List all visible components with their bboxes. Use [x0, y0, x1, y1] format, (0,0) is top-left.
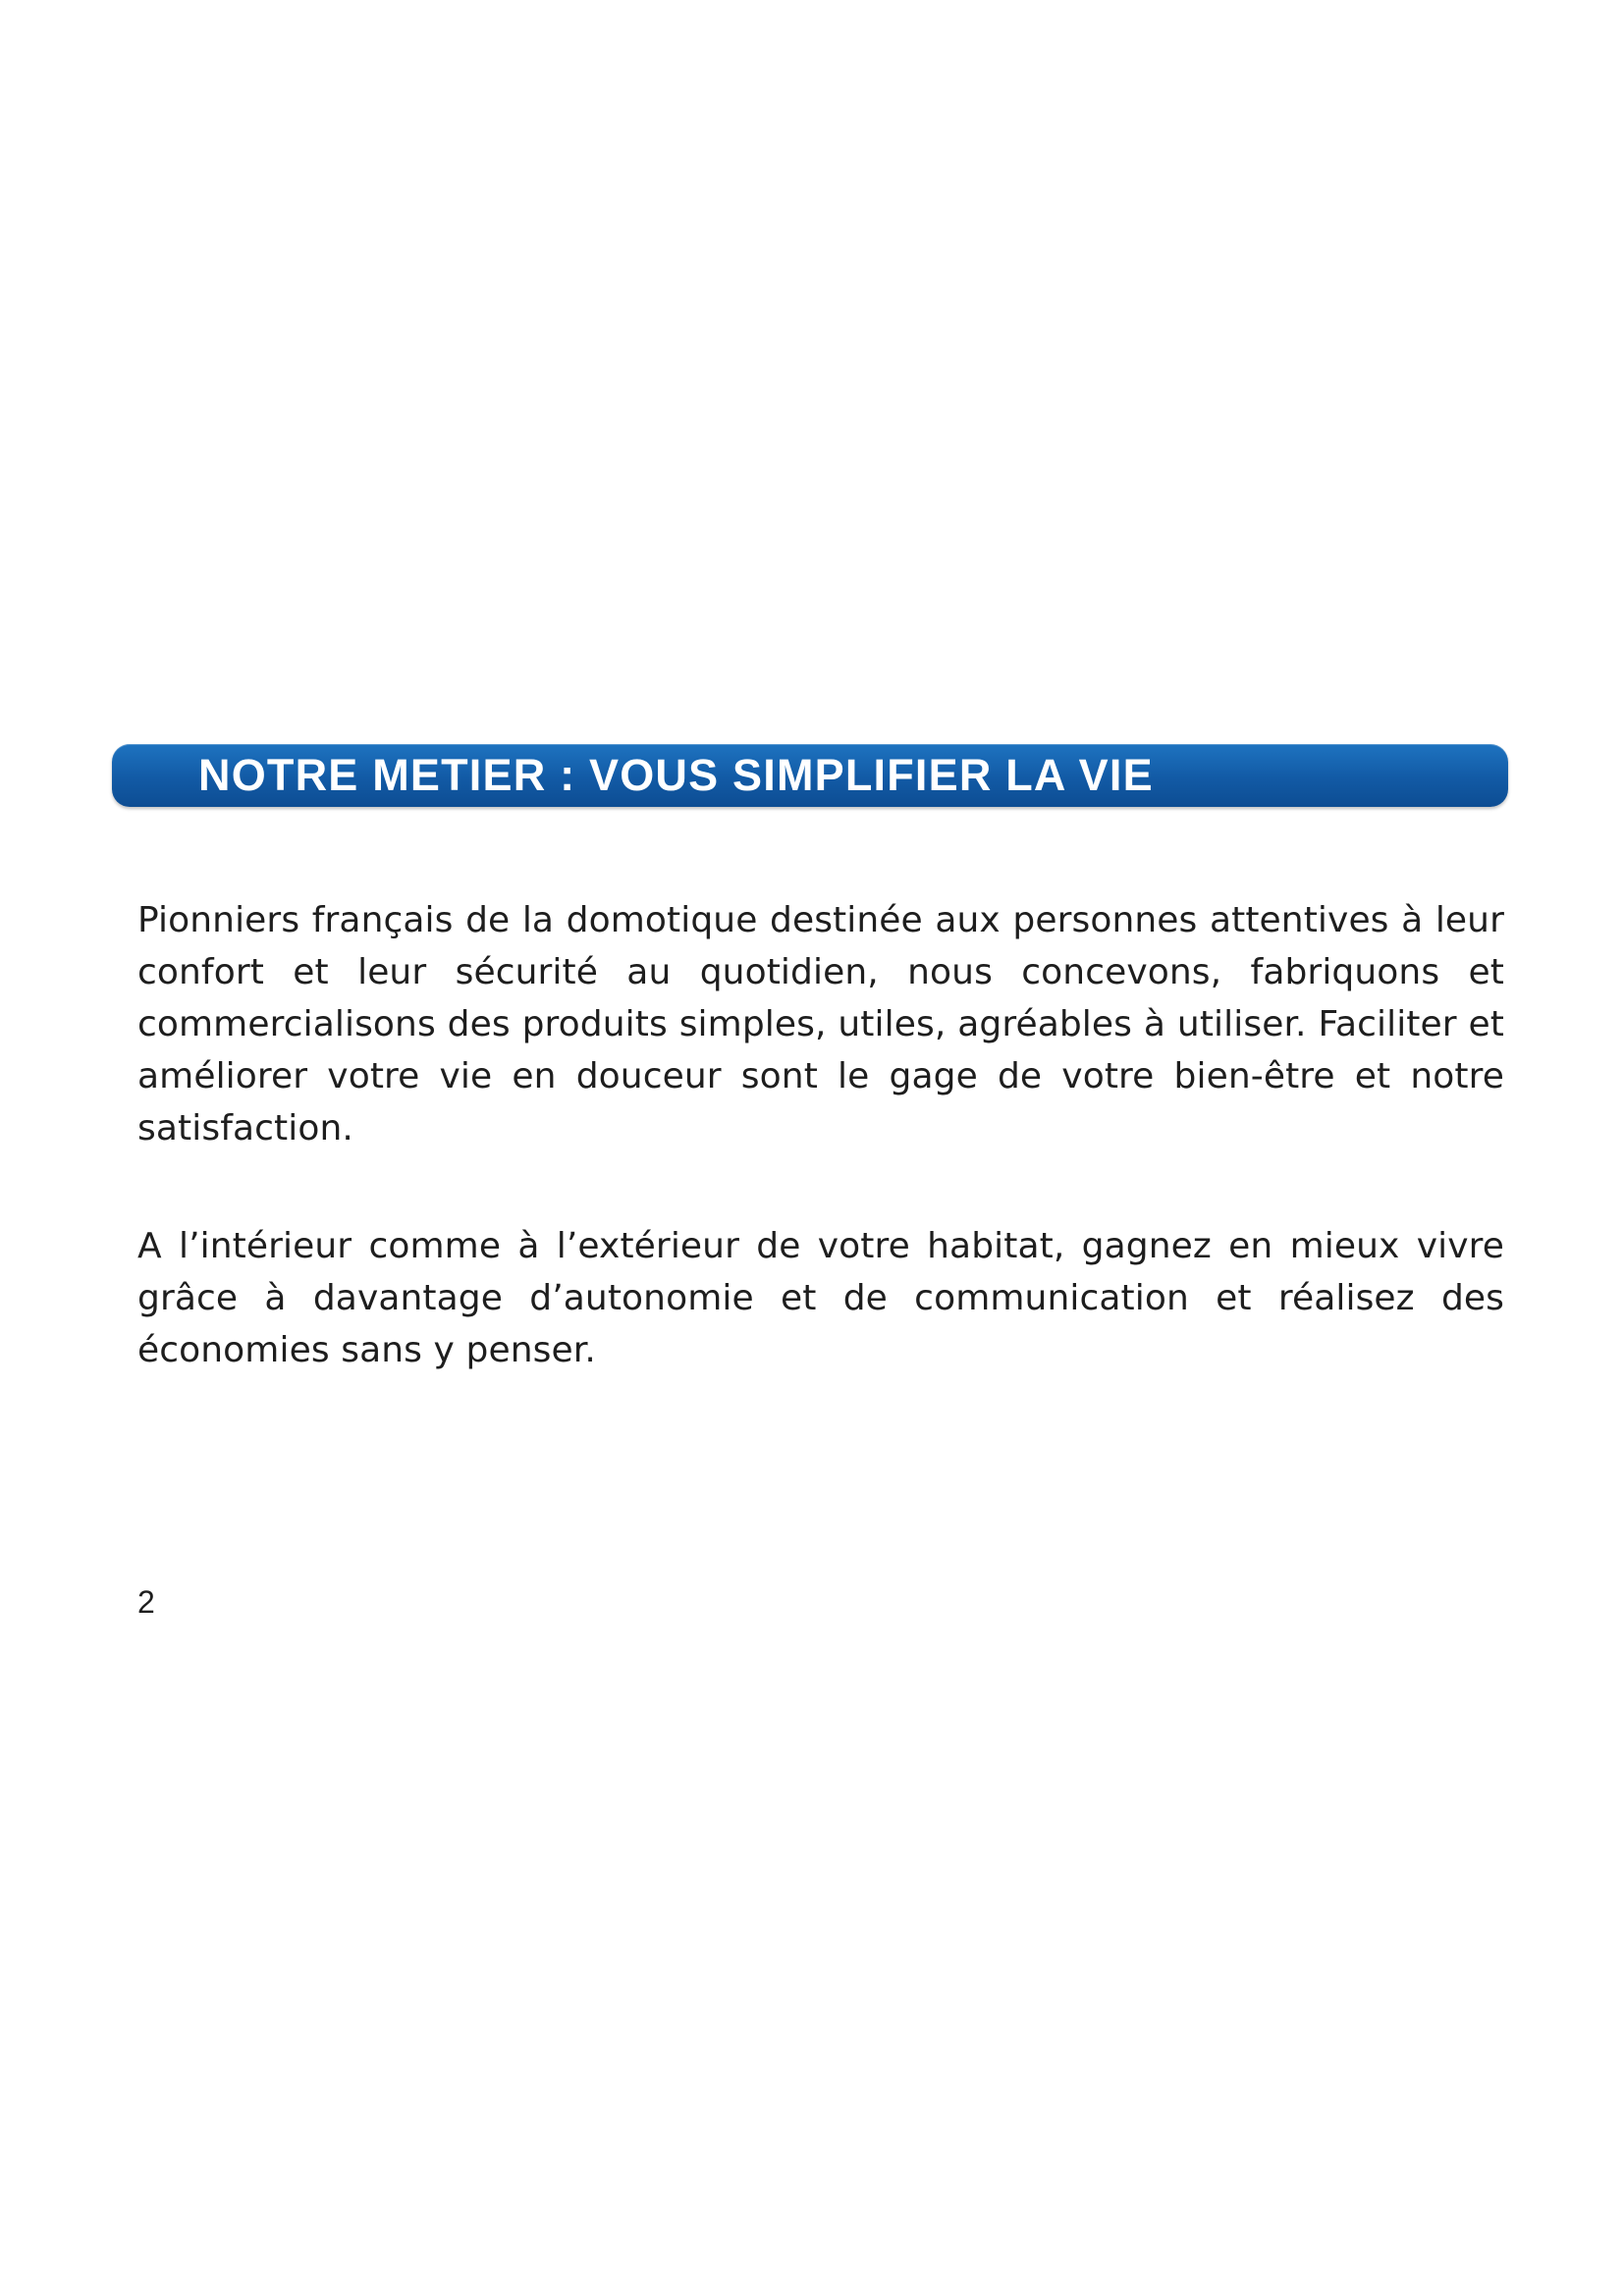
section-title-banner: [112, 744, 1508, 807]
benefits-paragraph: A l’intérieur comme à l’extérieur de votre habitat, gagnez en mieux vivre grâce à davantage d’autonomie et de communication et réalisez des économies sans y penser.: [137, 1226, 1504, 1370]
section-title: NOTRE METIER : VOUS SIMPLIFIER LA VIE: [198, 750, 1154, 800]
intro-paragraph: Pionniers français de la domotique destinée aux personnes attentives à leur confort et leur sécurité au quotidien, nous concevons, fabriquons et commercialisons des produits simples, utiles, agréables à utiliser. Faciliter et améliorer votre vie en douceur sont le gage de votre bien-être et notre satisfaction.: [137, 900, 1504, 1148]
page-number: 2: [137, 1584, 155, 1620]
